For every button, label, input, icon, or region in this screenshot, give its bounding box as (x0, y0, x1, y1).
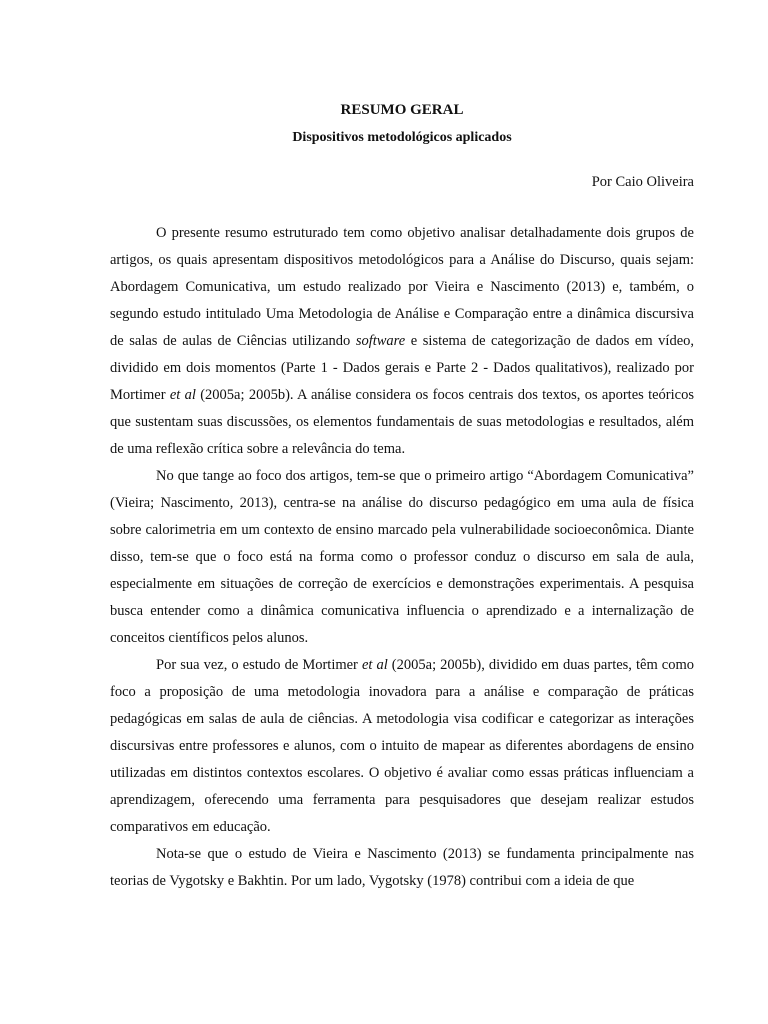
text-run: No que tange ao foco dos artigos, tem-se que o primeiro artigo “Abordagem Comunicativa” (Vieira; Nascimento, 2013), centra-se na análise do discurso pedagógico em uma aula de física sobre calorimetria em um contexto de ensino marcado pela vulnerabilidade socioeconômica. Diante disso, tem-se que o foco está na forma como o professor conduz o discurso em sala de aula, especialmente em situações de correção de exercícios e demonstrações experimentais. A pesquisa busca entender como a dinâmica comunicativa influencia o aprendizado e a internalização de conceitos científicos pelos alunos. (110, 468, 694, 646)
text-run: e sistema de categorização de dados em vídeo, dividido em dois momentos (Parte 1 - Dados gerais e Parte 2 - Dados qualitativos), realizado por Mortimer (110, 333, 695, 403)
text-run: O presente resumo estruturado tem como objetivo analisar detalhadamente dois grupos de artigos, os quais apresentam dispositivos metodológicos para a Análise do Discurso, quais sejam: Abordagem Comunicativa, um estudo realizado por Vieira e Nascimento (2013) e, também, o segundo estudo intitulado Uma Metodologia de Análise e Comparação entre a dinâmica discursiva de salas de aulas de Ciências utilizando (110, 225, 694, 349)
italic-text-run: et al (169, 387, 196, 403)
document-subtitle: Dispositivos metodológicos aplicados (292, 130, 512, 145)
text-run: Por sua vez, o estudo de Mortimer (156, 657, 362, 673)
paragraph-4 (110, 841, 694, 895)
italic-text-run: et al (361, 657, 388, 673)
text-run: (2005a; 2005b), dividido em duas partes, têm como foco a proposição de uma metodologia inovadora para a análise e comparação de práticas pedagógicas em salas de aula de ciências. A metodologia visa codificar e categorizar as interações discursivas entre professores e alunos, com o intuito de mapear as diferentes abordagens de ensino utilizadas em distintos contextos escolares. O objetivo é avaliar como essas práticas influenciam a aprendizagem, oferecendo uma ferramenta para pesquisadores que desejam realizar estudos comparativos em educação. (110, 657, 694, 835)
paragraph-2 (110, 463, 694, 652)
document-title: RESUMO GERAL (340, 102, 464, 118)
text-run: (2005a; 2005b). A análise considera os focos centrais dos textos, os aportes teóricos que sustentam suas discussões, os elementos fundamentais de suas metodologias e resultados, além de uma reflexão crítica sobre a relevância do tema. (110, 387, 694, 457)
text-run: Nota-se que o estudo de Vieira e Nascimento (2013) se fundamenta principalmente nas teorias de Vygotsky e Bakhtin. Por um lado, Vygotsky (1978) contribui com a ideia de que (110, 846, 694, 889)
author-line: Por Caio Oliveira (591, 174, 694, 190)
body-text (110, 220, 694, 895)
paragraph-3 (110, 652, 694, 841)
italic-text-run: software (355, 333, 406, 349)
paragraph-1 (110, 220, 694, 463)
